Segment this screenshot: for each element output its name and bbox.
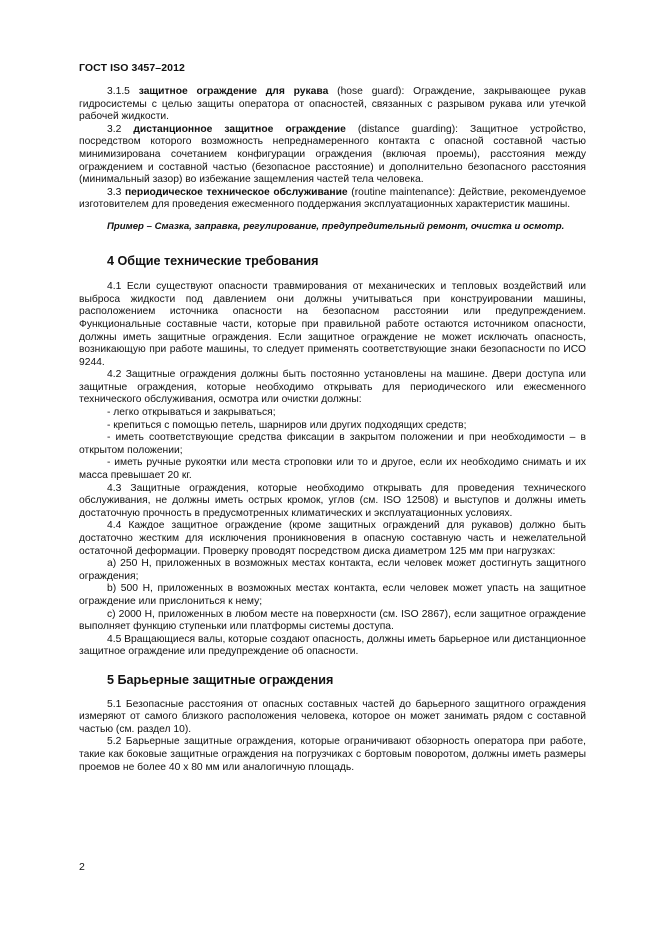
clause-number: 3.1.5 <box>107 86 130 97</box>
list-item: - иметь ручные рукоятки или места строповки или то и другое, если их необходимо снимать и их масса превышает 20 кг. <box>79 457 586 482</box>
section-heading-5: 5 Барьерные защитные ограждения <box>107 672 334 687</box>
clause-5-1: 5.1 Безопасные расстояния от опасных составных частей до барьерного защитного ограждения измеряют от самого близкого расположения человека, которое он может занимать рядом с составной частью (см. раздел 10). <box>79 698 586 735</box>
section-heading-4: 4 Общие технические требования <box>107 253 319 268</box>
clause-5-2: 5.2 Барьерные защитные ограждения, которые ограничивают обзорность оператора при работе, такие как боковые защитные ограждения на погрузчиках с бортовым поворотом, должны иметь размеры проемов не более 40 х 80 мм или аналогичную площадь. <box>79 736 586 773</box>
clause-4-5: 4.5 Вращающиеся валы, которые создают опасность, должны иметь барьерное или дистанционное защитное ограждение или предупреждение об опасности. <box>79 633 586 658</box>
clause-number: 3.3 <box>107 186 122 198</box>
list-item: b) 500 Н, приложенных в возможных местах контакта, если человек может упасть на защитное ограждение или прислониться к нему; <box>79 583 586 607</box>
term: защитное ограждение для рукава <box>138 86 329 97</box>
list-item: a) 250 Н, приложенных в возможных местах контакта, если человек может достигнуть защитного ограждения; <box>79 558 586 582</box>
term: периодическое техническое обслуживание <box>124 186 348 198</box>
clause-number: 3.2 <box>107 123 122 135</box>
list-item: - иметь соответствующие средства фиксации в закрытом положении и при необходимости – в открытом положении; <box>79 432 586 456</box>
definition-3-3 <box>79 187 586 212</box>
definition-3-2 <box>79 124 586 187</box>
example-note: Пример – Смазка, заправка, регулирование, предупредительный ремонт, очистка и осмотр. <box>107 220 565 232</box>
list-item: c) 2000 Н, приложенных в любом месте на поверхности (см. ISO 2867), если защитное ограждение выполняет функцию ступеньки или платформы системы доступа. <box>79 608 586 633</box>
list-item: - легко открываться и закрываться; <box>107 407 276 419</box>
page-number: 2 <box>79 861 85 873</box>
list-item: - крепиться с помощью петель, шарниров или других подходящих средств; <box>107 419 467 431</box>
document-header: ГОСТ ISO 3457–2012 <box>79 62 185 74</box>
definition-text: (distance guarding): Защитное устройство, посредством которого возможность непреднамеренного контакта с опасной составной частью минимизирована сочетанием конфигурации ограждения (включая проемы), расстояния между ограждением и составной частью (безопасное расстояние) и дополнительно безопасного расстояния (минимальный зазор) во избежание защемления частей тела человека. <box>79 123 586 186</box>
page-body <box>79 86 586 774</box>
definition-3-1-5 <box>79 86 586 124</box>
term: дистанционное защитное ограждение <box>133 123 346 135</box>
clause-4-1: 4.1 Если существуют опасности травмирования от механических и тепловых воздействий или выброса жидкости под давлением они должны учитываться при конструировании машины, расположением источника опасности на безопасном расстоянии или предупреждением. Функциональные составные части, которые при правильной работе остаются источником опасности, должны иметь защитные ограждения. Если защитное ограждение не может исключать опасность, возникающую при работе машины, то следует применять соответствующие знаки безопасности по ИСО 9244. <box>79 281 586 368</box>
clause-4-2: 4.2 Защитные ограждения должны быть постоянно установлены на машине. Двери доступа или защитные ограждения, которые необходимо открывать для периодического или ежесменного технического обслуживания, осмотра или очистки должны: <box>79 369 586 406</box>
clause-4-3: 4.3 Защитные ограждения, которые необходимо открывать для проведения технического обслуживания, не должны иметь острых кромок, углов (см. ISO 12508) и выступов и должны иметь достаточную прочность в предусмотренных климатических и эксплуатационных условиях. <box>79 482 586 519</box>
definition-text: (hose guard): Ограждение, закрывающее рукав гидросистемы с целью защиты оператора от опасностей, связанных с разрывом рукава или утечкой рабочей жидкости. <box>79 86 586 123</box>
clause-4-4: 4.4 Каждое защитное ограждение (кроме защитных ограждений для рукавов) должно быть достаточно жестким для исключения проникновения в опасную составную часть и нежелательной остаточной деформации. Проверку проводят посредством диска диаметром 125 мм при нагрузках: <box>79 520 586 557</box>
definition-text: (routine maintenance): Действие, рекомендуемое изготовителем для проведения ежесменного поддержания эксплуатационных характеристик машины. <box>79 186 586 211</box>
